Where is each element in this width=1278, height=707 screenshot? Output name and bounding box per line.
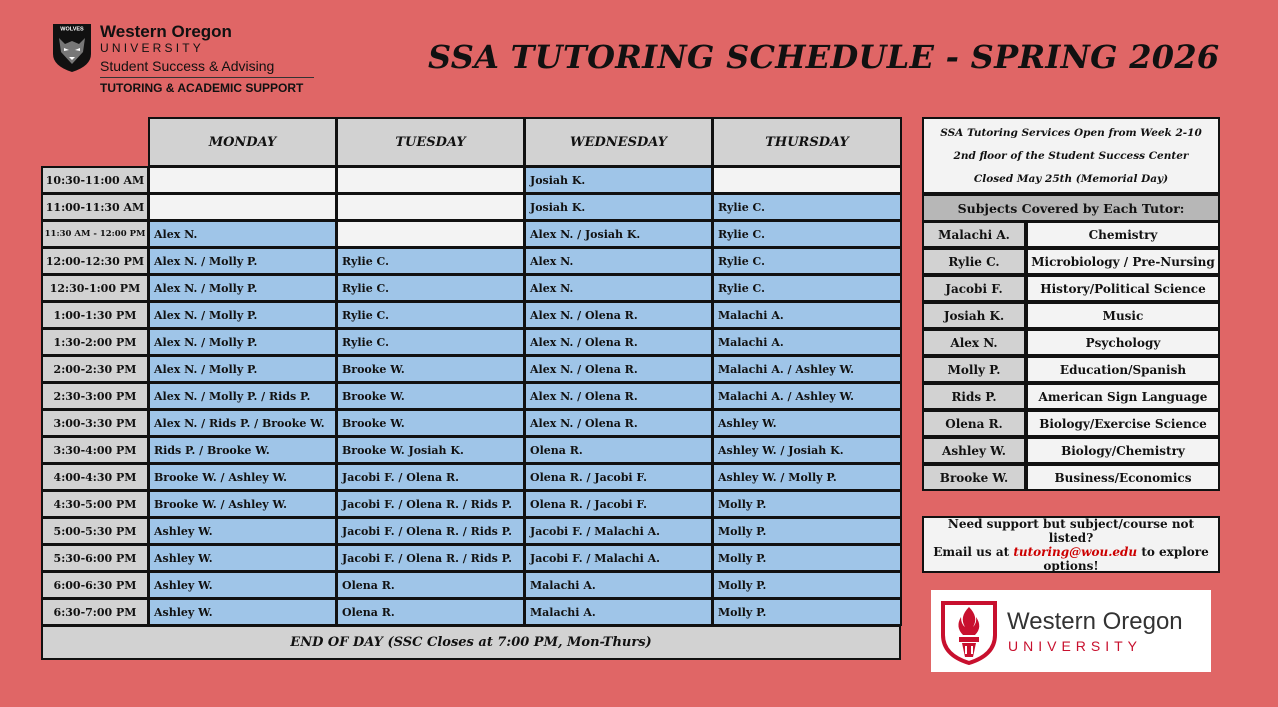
schedule-cell: Molly P. (712, 490, 902, 518)
tutor-subject: Chemistry (1026, 221, 1220, 248)
tutor-subject: Music (1026, 302, 1220, 329)
schedule-cell: Ashley W. (148, 598, 337, 626)
support-question: Need support but subject/course not listed? (947, 516, 1195, 545)
schedule-cell: Olena R. / Jacobi F. (524, 463, 713, 491)
schedule-cell: Alex N. / Olena R. (524, 409, 713, 437)
page-title: SSA TUTORING SCHEDULE - SPRING 2026 (428, 38, 1220, 76)
schedule-cell: Alex N. / Molly P. (148, 301, 337, 329)
schedule-cell: Rylie C. (336, 328, 525, 356)
schedule-cell: Alex N. / Rids P. / Brooke W. (148, 409, 337, 437)
schedule-cell (148, 166, 337, 194)
info-location: 2nd floor of the Student Success Center (953, 149, 1189, 162)
time-slot-label: 12:30-1:00 PM (41, 274, 149, 302)
schedule-cell: Josiah K. (524, 193, 713, 221)
schedule-cell: Molly P. (712, 598, 902, 626)
schedule-cell: Alex N. (148, 220, 337, 248)
logo-university: UNIVERSITY (100, 41, 205, 55)
schedule-cell: Ashley W. / Josiah K. (712, 436, 902, 464)
time-slot-label: 3:30-4:00 PM (41, 436, 149, 464)
tutor-subject: History/Political Science (1026, 275, 1220, 302)
time-slot-label: 2:00-2:30 PM (41, 355, 149, 383)
schedule-cell: Alex N. / Olena R. (524, 382, 713, 410)
info-closure: Closed May 25th (Memorial Day) (973, 172, 1169, 185)
schedule-cell (148, 193, 337, 221)
schedule-cell: Jacobi F. / Olena R. / Rids P. (336, 490, 525, 518)
tutor-name: Rids P. (922, 383, 1026, 410)
schedule-cell: Olena R. (336, 598, 525, 626)
schedule-cell: Jacobi F. / Malachi A. (524, 544, 713, 572)
schedule-cell: Rylie C. (712, 193, 902, 221)
schedule-cell: Brooke W. / Ashley W. (148, 490, 337, 518)
schedule-cell: Olena R. / Jacobi F. (524, 490, 713, 518)
time-slot-label: 1:30-2:00 PM (41, 328, 149, 356)
tutor-subject: American Sign Language (1026, 383, 1220, 410)
schedule-cell: Brooke W. (336, 382, 525, 410)
schedule-cell: Malachi A. / Ashley W. (712, 382, 902, 410)
time-slot-label: 4:00-4:30 PM (41, 463, 149, 491)
schedule-cell: Rylie C. (336, 274, 525, 302)
schedule-cell: Olena R. (336, 571, 525, 599)
torch-shield-icon (939, 597, 999, 665)
schedule-cell: Malachi A. (524, 598, 713, 626)
time-slot-label: 1:00-1:30 PM (41, 301, 149, 329)
schedule-cell: Olena R. (524, 436, 713, 464)
subjects-heading: Subjects Covered by Each Tutor: (922, 194, 1220, 222)
support-email-link[interactable]: tutoring@wou.edu (1013, 544, 1138, 559)
schedule-cell: Alex N. / Josiah K. (524, 220, 713, 248)
tutor-name: Rylie C. (922, 248, 1026, 275)
info-weeks: SSA Tutoring Services Open from Week 2-10 (940, 126, 1202, 139)
service-info-panel (922, 117, 1220, 194)
tutor-name: Alex N. (922, 329, 1026, 356)
schedule-cell: Alex N. / Molly P. (148, 355, 337, 383)
tutor-name: Malachi A. (922, 221, 1026, 248)
logo-name: Western Oregon (100, 22, 232, 41)
schedule-cell: Malachi A. / Ashley W. (712, 355, 902, 383)
tutor-name: Olena R. (922, 410, 1026, 437)
tutor-name: Brooke W. (922, 464, 1026, 491)
wolf-logo-icon (50, 24, 94, 72)
schedule-cell (712, 166, 902, 194)
schedule-cell: Jacobi F. / Malachi A. (524, 517, 713, 545)
day-header-thursday: THURSDAY (712, 117, 902, 167)
day-header-monday: MONDAY (148, 117, 337, 167)
schedule-cell: Rylie C. (712, 247, 902, 275)
day-header-wednesday: WEDNESDAY (524, 117, 713, 167)
logo-department: Student Success & Advising (100, 58, 275, 74)
tutor-subject: Education/Spanish (1026, 356, 1220, 383)
schedule-cell: Rylie C. (336, 247, 525, 275)
logo-divider (100, 77, 314, 78)
support-options: options! (1043, 558, 1099, 573)
schedule-cell: Alex N. (524, 247, 713, 275)
university-logo (931, 590, 1211, 672)
footer-logo-name: Western Oregon (1007, 608, 1183, 635)
end-of-day-banner: END OF DAY (SSC Closes at 7:00 PM, Mon-Thurs) (41, 625, 901, 660)
time-slot-label: 6:00-6:30 PM (41, 571, 149, 599)
schedule-cell: Alex N. / Olena R. (524, 355, 713, 383)
schedule-cell: Alex N. / Olena R. (524, 328, 713, 356)
time-slot-label: 10:30-11:00 AM (41, 166, 149, 194)
time-slot-label: 12:00-12:30 PM (41, 247, 149, 275)
tutor-subject: Microbiology / Pre-Nursing (1026, 248, 1220, 275)
tutor-subject: Business/Economics (1026, 464, 1220, 491)
schedule-cell: Brooke W. (336, 355, 525, 383)
schedule-cell: Alex N. / Molly P. (148, 274, 337, 302)
support-panel (922, 516, 1220, 573)
time-slot-label: 11:00-11:30 AM (41, 193, 149, 221)
schedule-cell: Ashley W. / Molly P. (712, 463, 902, 491)
support-email-line (933, 545, 1209, 559)
schedule-cell (336, 193, 525, 221)
schedule-cell: Alex N. / Olena R. (524, 301, 713, 329)
time-slot-label: 5:00-5:30 PM (41, 517, 149, 545)
schedule-cell: Rids P. / Brooke W. (148, 436, 337, 464)
tutor-subject: Psychology (1026, 329, 1220, 356)
schedule-cell: Jacobi F. / Olena R. (336, 463, 525, 491)
schedule-cell (336, 220, 525, 248)
tutor-name: Ashley W. (922, 437, 1026, 464)
schedule-cell: Alex N. / Molly P. (148, 328, 337, 356)
header-logo (50, 22, 320, 100)
schedule-cell: Malachi A. (524, 571, 713, 599)
schedule-cell: Jacobi F. / Olena R. / Rids P. (336, 544, 525, 572)
schedule-cell: Alex N. / Molly P. (148, 247, 337, 275)
schedule-cell: Josiah K. (524, 166, 713, 194)
tutor-subject: Biology/Chemistry (1026, 437, 1220, 464)
time-slot-label: 11:30 AM - 12:00 PM (41, 220, 149, 248)
schedule-cell: Brooke W. / Ashley W. (148, 463, 337, 491)
tutor-subject: Biology/Exercise Science (1026, 410, 1220, 437)
schedule-cell: Alex N. (524, 274, 713, 302)
support-suffix: to explore (1141, 544, 1209, 559)
svg-text:WOLVES: WOLVES (60, 26, 84, 33)
schedule-cell: Molly P. (712, 517, 902, 545)
schedule-cell: Jacobi F. / Olena R. / Rids P. (336, 517, 525, 545)
schedule-cell: Ashley W. (148, 517, 337, 545)
schedule-cell: Ashley W. (148, 571, 337, 599)
schedule-cell: Ashley W. (148, 544, 337, 572)
tutor-name: Jacobi F. (922, 275, 1026, 302)
schedule-cell: Brooke W. Josiah K. (336, 436, 525, 464)
tutor-name: Molly P. (922, 356, 1026, 383)
day-header-tuesday: TUESDAY (336, 117, 525, 167)
schedule-cell: Alex N. / Molly P. / Rids P. (148, 382, 337, 410)
schedule-cell: Malachi A. (712, 328, 902, 356)
logo-subtitle: TUTORING & ACADEMIC SUPPORT (100, 81, 304, 95)
time-slot-label: 3:00-3:30 PM (41, 409, 149, 437)
schedule-cell: Rylie C. (712, 274, 902, 302)
schedule-cell: Brooke W. (336, 409, 525, 437)
schedule-cell: Rylie C. (336, 301, 525, 329)
time-slot-label: 2:30-3:00 PM (41, 382, 149, 410)
schedule-cell: Rylie C. (712, 220, 902, 248)
support-prefix: Email us at (933, 544, 1010, 559)
tutor-name: Josiah K. (922, 302, 1026, 329)
schedule-cell: Ashley W. (712, 409, 902, 437)
footer-logo-university: UNIVERSITY (1008, 638, 1143, 654)
time-slot-label: 5:30-6:00 PM (41, 544, 149, 572)
schedule-cell: Molly P. (712, 544, 902, 572)
time-slot-label: 4:30-5:00 PM (41, 490, 149, 518)
time-slot-label: 6:30-7:00 PM (41, 598, 149, 626)
schedule-cell (336, 166, 525, 194)
schedule-cell: Molly P. (712, 571, 902, 599)
schedule-cell: Malachi A. (712, 301, 902, 329)
